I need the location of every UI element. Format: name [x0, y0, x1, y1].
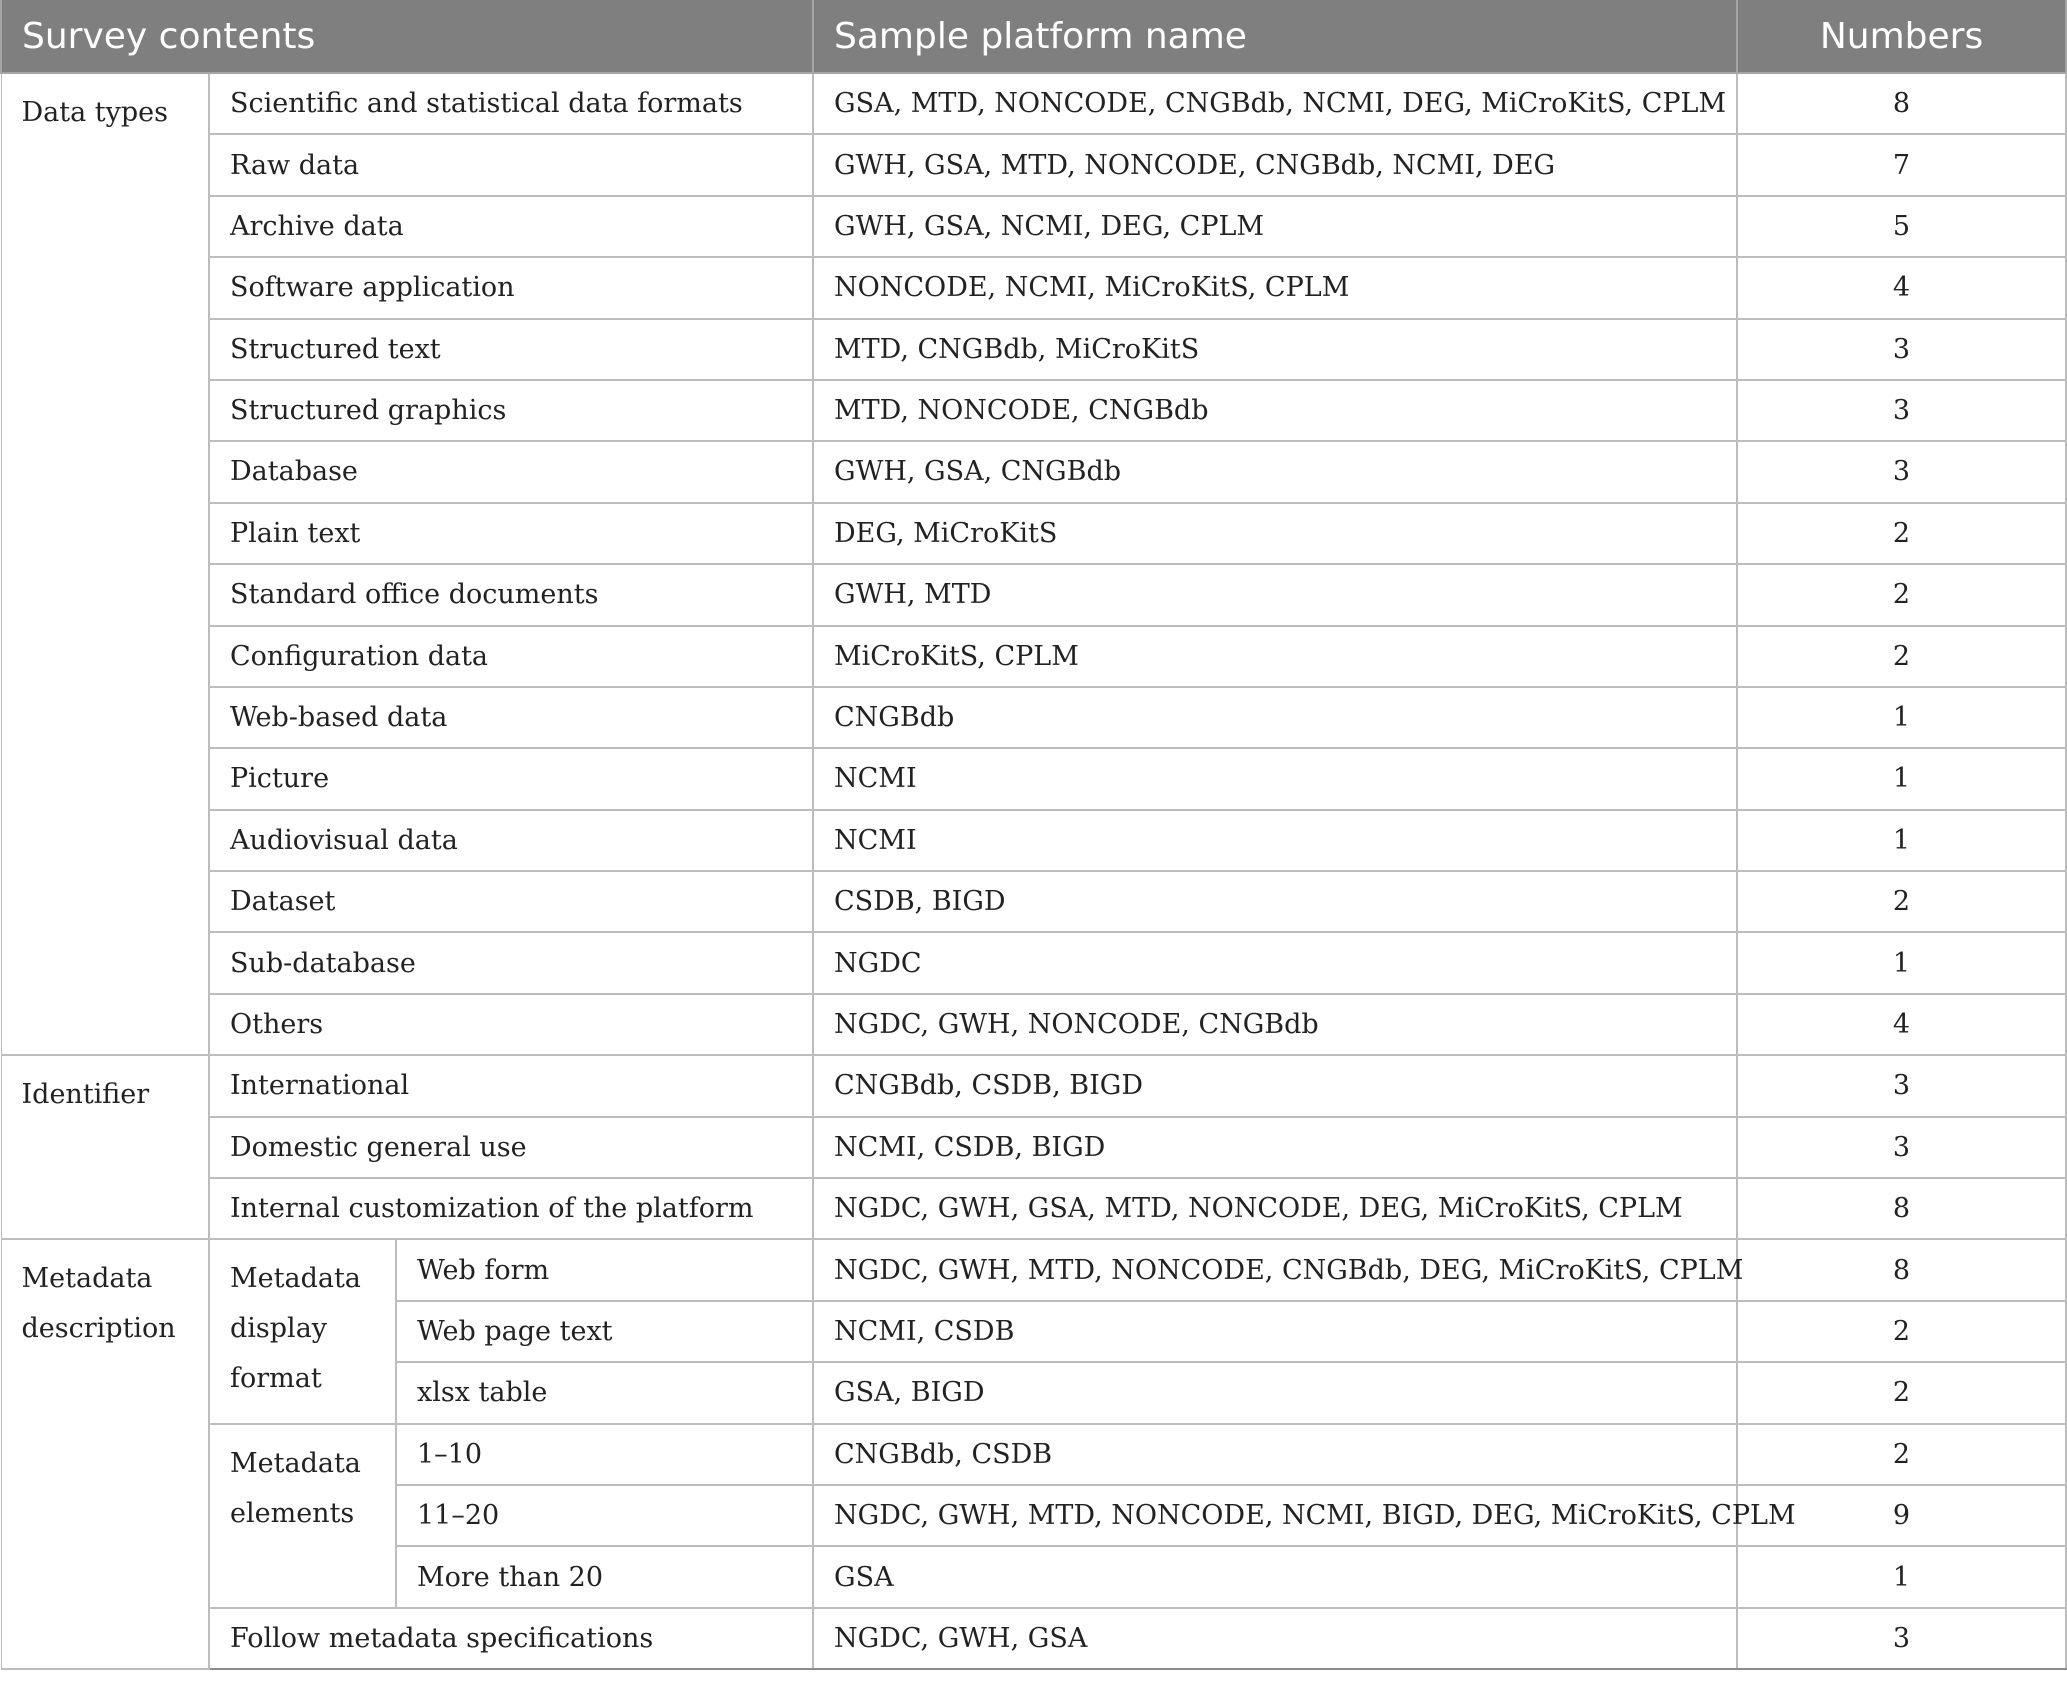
- row-number: 3: [1737, 1055, 2066, 1116]
- row-number: 3: [1737, 1608, 2066, 1669]
- table-row: [1, 1239, 2066, 1300]
- row-platforms: NGDC, GWH, GSA: [813, 1608, 1737, 1669]
- row-item: Structured graphics: [209, 380, 813, 441]
- row-number: 3: [1737, 380, 2066, 441]
- row-platforms: MTD, NONCODE, CNGBdb: [813, 380, 1737, 441]
- row-number: 2: [1737, 564, 2066, 625]
- table-row: [1, 257, 2066, 318]
- row-item: 1–10: [396, 1424, 813, 1485]
- table-row: [1, 319, 2066, 380]
- row-platforms: NGDC, GWH, GSA, MTD, NONCODE, DEG, MiCroKitS, CPLM: [813, 1178, 1737, 1239]
- row-platforms: NGDC, GWH, MTD, NONCODE, CNGBdb, DEG, MiCroKitS, CPLM: [813, 1239, 1737, 1300]
- row-item: Domestic general use: [209, 1117, 813, 1178]
- subgroup-label-display-format: Metadata display format: [209, 1239, 396, 1423]
- table-row: [1, 196, 2066, 257]
- row-number: 5: [1737, 196, 2066, 257]
- row-item: Raw data: [209, 134, 813, 195]
- row-item: Web page text: [396, 1301, 813, 1362]
- row-platforms: CSDB, BIGD: [813, 871, 1737, 932]
- table-row: [1, 1055, 2066, 1116]
- table-row: [1, 626, 2066, 687]
- header-numbers: Numbers: [1737, 0, 2066, 73]
- row-number: 2: [1737, 1301, 2066, 1362]
- row-platforms: GSA, MTD, NONCODE, CNGBdb, NCMI, DEG, MiCroKitS, CPLM: [813, 73, 1737, 134]
- row-number: 2: [1737, 1424, 2066, 1485]
- row-item: International: [209, 1055, 813, 1116]
- row-number: 8: [1737, 1239, 2066, 1300]
- row-item: xlsx table: [396, 1362, 813, 1423]
- header-row: [1, 0, 2066, 73]
- row-number: 3: [1737, 319, 2066, 380]
- row-item: Structured text: [209, 319, 813, 380]
- row-item: Picture: [209, 748, 813, 809]
- row-number: 1: [1737, 1546, 2066, 1607]
- table-row: [1, 748, 2066, 809]
- row-number: 8: [1737, 73, 2066, 134]
- row-item: Follow metadata specifications: [209, 1608, 813, 1669]
- row-number: 1: [1737, 687, 2066, 748]
- row-number: 4: [1737, 257, 2066, 318]
- table-row: [1, 871, 2066, 932]
- row-item: Others: [209, 994, 813, 1055]
- table-row: [1, 564, 2066, 625]
- row-number: 3: [1737, 1117, 2066, 1178]
- row-item: Archive data: [209, 196, 813, 257]
- table-row: [1, 1178, 2066, 1239]
- row-item: Configuration data: [209, 626, 813, 687]
- row-item: Web-based data: [209, 687, 813, 748]
- table-row: [1, 1117, 2066, 1178]
- row-number: 2: [1737, 871, 2066, 932]
- table-row: [1, 1424, 2066, 1485]
- table-row: [1, 994, 2066, 1055]
- row-platforms: GWH, GSA, NCMI, DEG, CPLM: [813, 196, 1737, 257]
- row-item: Standard office documents: [209, 564, 813, 625]
- row-platforms: MiCroKitS, CPLM: [813, 626, 1737, 687]
- row-item: Internal customization of the platform: [209, 1178, 813, 1239]
- row-number: 2: [1737, 503, 2066, 564]
- row-platforms: GWH, GSA, CNGBdb: [813, 441, 1737, 502]
- header-survey-contents: Survey contents: [1, 0, 813, 73]
- row-platforms: NGDC, GWH, MTD, NONCODE, NCMI, BIGD, DEG, MiCroKitS, CPLM: [813, 1485, 1737, 1546]
- table-row: [1, 503, 2066, 564]
- header-platform-name: Sample platform name: [813, 0, 1737, 73]
- row-item: Audiovisual data: [209, 810, 813, 871]
- row-number: 1: [1737, 748, 2066, 809]
- table-row: [1, 134, 2066, 195]
- table-row: [1, 441, 2066, 502]
- row-platforms: GSA: [813, 1546, 1737, 1607]
- group-label-data-types: Data types: [1, 73, 209, 1055]
- table-row: [1, 810, 2066, 871]
- row-platforms: DEG, MiCroKitS: [813, 503, 1737, 564]
- table-row: [1, 687, 2066, 748]
- row-number: 3: [1737, 441, 2066, 502]
- row-number: 8: [1737, 1178, 2066, 1239]
- row-item: More than 20: [396, 1546, 813, 1607]
- row-platforms: MTD, CNGBdb, MiCroKitS: [813, 319, 1737, 380]
- row-number: 9: [1737, 1485, 2066, 1546]
- row-platforms: NCMI, CSDB: [813, 1301, 1737, 1362]
- row-number: 7: [1737, 134, 2066, 195]
- row-number: 2: [1737, 626, 2066, 687]
- row-item: Software application: [209, 257, 813, 318]
- row-item: Database: [209, 441, 813, 502]
- row-platforms: NGDC, GWH, NONCODE, CNGBdb: [813, 994, 1737, 1055]
- row-number: 1: [1737, 932, 2066, 993]
- table-body: [1, 73, 2066, 1669]
- row-item: Scientific and statistical data formats: [209, 73, 813, 134]
- row-platforms: NCMI: [813, 810, 1737, 871]
- table-row: [1, 932, 2066, 993]
- table-header: [1, 0, 2066, 73]
- row-number: 4: [1737, 994, 2066, 1055]
- row-platforms: NGDC: [813, 932, 1737, 993]
- table-row: [1, 380, 2066, 441]
- row-platforms: NCMI, CSDB, BIGD: [813, 1117, 1737, 1178]
- row-number: 2: [1737, 1362, 2066, 1423]
- row-platforms: NCMI: [813, 748, 1737, 809]
- group-label-identifier: Identifier: [1, 1055, 209, 1239]
- group-label-metadata-description: Metadata description: [1, 1239, 209, 1669]
- row-item: Dataset: [209, 871, 813, 932]
- table-row: [1, 1608, 2066, 1669]
- row-platforms: CNGBdb, CSDB, BIGD: [813, 1055, 1737, 1116]
- row-item: 11–20: [396, 1485, 813, 1546]
- row-platforms: GWH, GSA, MTD, NONCODE, CNGBdb, NCMI, DEG: [813, 134, 1737, 195]
- row-platforms: GSA, BIGD: [813, 1362, 1737, 1423]
- row-platforms: NONCODE, NCMI, MiCroKitS, CPLM: [813, 257, 1737, 318]
- row-number: 1: [1737, 810, 2066, 871]
- subgroup-label-metadata-elements: Metadata elements: [209, 1424, 396, 1608]
- row-item: Plain text: [209, 503, 813, 564]
- row-platforms: CNGBdb: [813, 687, 1737, 748]
- table-row: [1, 73, 2066, 134]
- row-item: Web form: [396, 1239, 813, 1300]
- row-platforms: GWH, MTD: [813, 564, 1737, 625]
- row-platforms: CNGBdb, CSDB: [813, 1424, 1737, 1485]
- row-item: Sub-database: [209, 932, 813, 993]
